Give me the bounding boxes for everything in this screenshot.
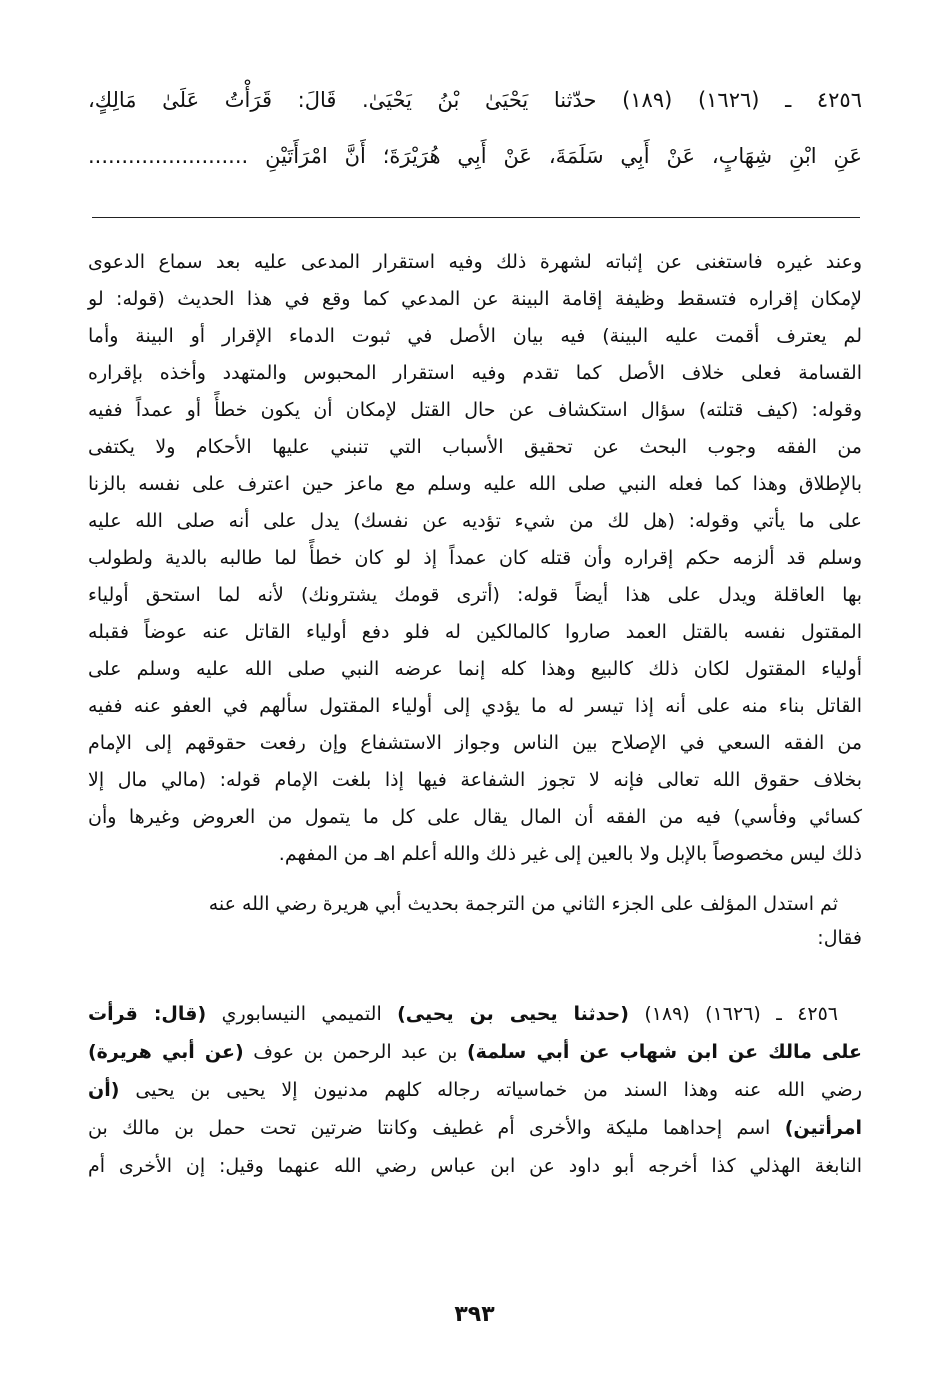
explanation-line bbox=[88, 1038, 862, 1066]
commentary-line: بخلاف حقوق الله تعالى فإنه لا تجوز الشفاعة فيها إذا بلغت الإمام قوله: (مالي مال إلا bbox=[88, 769, 862, 791]
footnote-divider bbox=[92, 217, 860, 218]
commentary-line: كسائي وفأسي) فيه من الفقه أن المال يقال على كل ما يتمول من العروض وغيرها وأن bbox=[88, 806, 862, 828]
transition-line: فقال: bbox=[817, 927, 862, 949]
commentary-line: القسامة فعلى خلاف الأصل كما تقدم وفيه استقرار المحبوس والمتهدد وأخذه بإقراره bbox=[88, 362, 862, 384]
hadith-line: ٤٢٥٦ ـ (١٦٢٦) (١٨٩) حدّثنا يَحْيَىٰ بْنُ يَحْيَىٰ. قَالَ: قَرَأْتُ عَلَىٰ مَالِكٍ، bbox=[88, 88, 862, 112]
commentary-line: القاتل بناء منه على أنه إذا تيسر له ما يؤدي إلى أولياء المقتول سألهم في العفو عنه ففيه bbox=[88, 695, 862, 717]
explanation-line bbox=[88, 1000, 838, 1028]
bold-text: (قال: قرأت bbox=[88, 1003, 207, 1025]
text: التميمي النيسابوري bbox=[206, 1003, 398, 1025]
text: ٤٢٥٦ ـ (١٦٢٦) (١٨٩) bbox=[628, 1003, 839, 1025]
commentary-line: وقوله: (كيف قتلته) سؤال استكشاف عن حال القتل لإمكان أن يكون خطأً أو عمداً ففيه bbox=[88, 399, 862, 421]
commentary-line: لإمكان إقراره فتسقط وظيفة إقامة البينة عن المدعي كما وقع في هذا الحديث (قوله: لو bbox=[88, 288, 862, 310]
text: اسم إحداهما مليكة والأخرى أم غطيف وكانتا ضرتين تحت حمل بن مالك بن bbox=[88, 1117, 785, 1139]
commentary-line: من الفقه السعي في الإصلاح بين الناس وجواز الاستشفاع وإن رفعت حقوقهم إلى الإمام bbox=[88, 732, 862, 754]
text: رضي الله عنه وهذا السند من خماسياته رجاله كلهم مدنيون إلا يحيى بن يحيى bbox=[119, 1079, 862, 1101]
commentary-line: بالإطلاق وهذا كما فعله النبي صلى الله عليه وسلم مع ماعز حين اعترف على نفسه بالزنا bbox=[88, 473, 862, 495]
bold-text: (حدثنا يحيى بن يحيى) bbox=[397, 1003, 629, 1025]
bold-text: (أن bbox=[88, 1079, 120, 1101]
commentary-line: على ما يأتي وقوله: (هل لك من شيء تؤديه عن نفسك) يدل على أنه صلى الله عليه bbox=[88, 510, 862, 532]
bold-text: امرأتين) bbox=[784, 1117, 862, 1139]
page-number: ٣٩٣ bbox=[454, 1302, 495, 1327]
hadith-line: عَنِ ابْنِ شِهَابٍ، عَنْ أَبِي سَلَمَةَ، عَنْ أَبِي هُرَيْرَةَ؛ أَنَّ امْرَأَتَيْنِ ........................ bbox=[88, 144, 862, 168]
transition-line: ثم استدل المؤلف على الجزء الثاني من الترجمة بحديث أبي هريرة رضي الله عنه bbox=[208, 893, 838, 915]
explanation-line bbox=[88, 1076, 862, 1104]
commentary-line: بها العاقلة ويدل على هذا أيضاً قوله: (أترى قومك يشترونك) لأنه لما استحق أولياء bbox=[88, 584, 862, 606]
commentary-line: أولياء المقتول لكان ذلك كالبيع وهذا كله إنما عرضه النبي صلى الله عليه وسلم على bbox=[88, 658, 862, 680]
commentary-line: لم يعترف أقمت عليه البينة) فيه بيان الأصل في ثبوت الدماء الإقرار أو البينة وأما bbox=[88, 325, 862, 347]
bold-text: (عن أبي هريرة) bbox=[88, 1041, 244, 1063]
explanation-line bbox=[88, 1152, 862, 1180]
commentary-line: وسلم قد ألزمه حكم إقراره وأن قتله كان عمداً إذ لو كان خطأً لما طالبه بالدية ولطولب bbox=[88, 547, 862, 569]
text: بن عبد الرحمن بن عوف bbox=[243, 1041, 467, 1063]
commentary-line: ذلك ليس مخصوصاً بالإبل ولا بالعين إلى غير ذلك والله أعلم اهـ من المفهم. bbox=[278, 843, 862, 865]
commentary-line: وعند غيره فاستغنى عن إثباته لشهرة ذلك وفيه استقرار المدعى عليه بعد سماع الدعوى bbox=[88, 251, 862, 273]
text: النابغة الهذلي كذا أخرجه أبو داود عن ابن عباس رضي الله عنهما وقيل: إن الأخرى أم bbox=[88, 1155, 862, 1177]
bold-text: على مالك عن ابن شهاب عن أبي سلمة) bbox=[466, 1041, 862, 1063]
commentary-line: من الفقه وجوب البحث عن تحقيق الأسباب التي تنبني عليها الأحكام ولا يكتفى bbox=[88, 436, 862, 458]
explanation-line bbox=[88, 1114, 862, 1142]
commentary-line: المقتول نفسه بالقتل العمد صاروا كالمالكين له فلو دفع أولياء القاتل عنه عوضاً فقبله bbox=[88, 621, 862, 643]
